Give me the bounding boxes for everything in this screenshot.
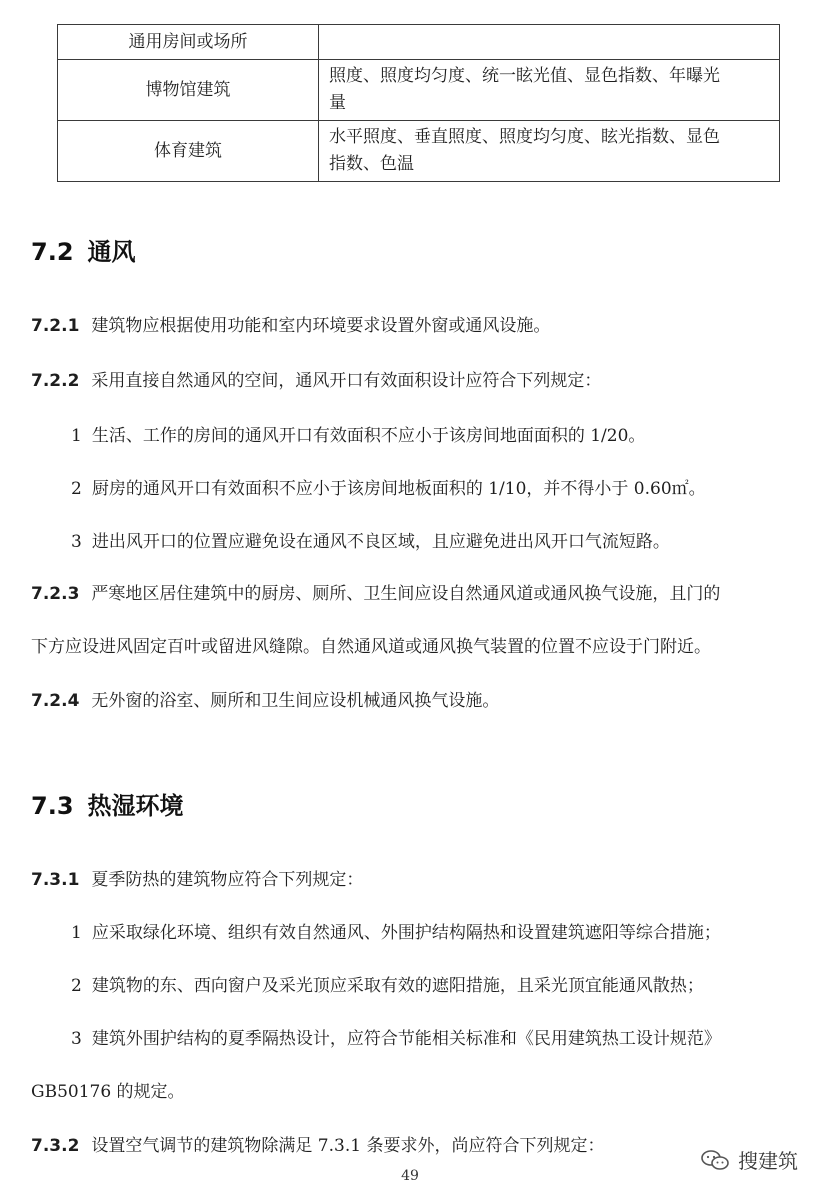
list-item — [71, 1027, 721, 1051]
item-number: 3 — [71, 532, 82, 552]
clause — [31, 1134, 604, 1158]
section-number: 7.2 — [31, 238, 74, 266]
section-number: 7.3 — [31, 792, 74, 820]
clause-text: 设置空气调节的建筑物除满足 7.3.1 条要求外，尚应符合下列规定： — [91, 1136, 605, 1156]
item-text: 应采取绿化环境、组织有效自然通风、外围护结构隔热和设置建筑遮阳等综合措施； — [91, 923, 721, 943]
table-cell-type: 通用房间或场所 — [58, 25, 319, 60]
clause-text: 严寒地区居住建筑中的厨房、厕所、卫生间应设自然通风道或通风换气设施，且门的 — [91, 584, 721, 604]
clause — [31, 582, 720, 606]
item-number: 2 — [71, 976, 82, 996]
item-number: 1 — [71, 426, 82, 446]
clause — [31, 369, 601, 393]
list-item — [71, 477, 706, 501]
cell-line: 照度、照度均匀度、统一眩光值、显色指数、年曝光 — [329, 66, 720, 86]
item-number: 2 — [71, 479, 82, 499]
watermark — [700, 1145, 798, 1174]
watermark-text: 搜建筑 — [738, 1149, 798, 1173]
cell-line: 量 — [329, 93, 346, 113]
item-text: 建筑物的东、西向窗户及采光顶应采取有效的遮阳措施，且采光顶宜能通风散热； — [91, 976, 704, 996]
clause — [31, 689, 499, 713]
cell-line: 水平照度、垂直照度、照度均匀度、眩光指数、显色 — [329, 127, 720, 147]
table-row — [58, 25, 780, 60]
list-item — [71, 974, 704, 998]
table-cell-params — [319, 25, 780, 60]
clause-number: 7.2.1 — [31, 316, 80, 336]
table-cell-params — [319, 60, 780, 121]
clause-text: 夏季防热的建筑物应符合下列规定： — [91, 870, 364, 890]
section-title: 通风 — [87, 238, 136, 266]
clause-number: 7.3.2 — [31, 1136, 80, 1156]
clause-text: 无外窗的浴室、厕所和卫生间应设机械通风换气设施。 — [91, 691, 500, 711]
list-item — [71, 424, 645, 448]
list-item — [71, 921, 721, 945]
clause-text: 建筑物应根据使用功能和室内环境要求设置外窗或通风设施。 — [91, 316, 551, 336]
list-item — [71, 530, 670, 554]
table-row — [58, 121, 780, 182]
lighting-parameters-table — [57, 24, 780, 182]
item-text: 建筑外围护结构的夏季隔热设计，应符合节能相关标准和《民用建筑热工设计规范》 — [91, 1029, 721, 1049]
clause — [31, 314, 550, 338]
table-cell-type: 体育建筑 — [58, 121, 319, 182]
section-heading — [31, 786, 184, 821]
item-text: 厨房的通风开口有效面积不应小于该房间地板面积的 1/10，并不得小于 0.60㎡。 — [91, 479, 706, 499]
table-row — [58, 60, 780, 121]
clause — [31, 868, 363, 892]
section-title: 热湿环境 — [87, 792, 184, 820]
clause-number: 7.3.1 — [31, 870, 80, 890]
item-number: 1 — [71, 923, 82, 943]
clause-text: 采用直接自然通风的空间，通风开口有效面积设计应符合下列规定： — [91, 371, 602, 391]
clause-number: 7.2.2 — [31, 371, 80, 391]
item-text: 进出风开口的位置应避免设在通风不良区域，且应避免进出风开口气流短路。 — [91, 532, 670, 552]
clause-continuation: 下方应设进风固定百叶或留进风缝隙。自然通风道或通风换气装置的位置不应设于门附近。 — [31, 637, 711, 657]
wechat-icon — [700, 1149, 730, 1171]
cell-line: 指数、色温 — [329, 154, 414, 174]
table-cell-params — [319, 121, 780, 182]
clause-number: 7.2.4 — [31, 691, 80, 711]
page-number: 49 — [401, 1168, 419, 1184]
section-heading — [31, 232, 136, 267]
item-text: 生活、工作的房间的通风开口有效面积不应小于该房间地面面积的 1/20。 — [91, 426, 646, 446]
item-continuation: GB50176 的规定。 — [31, 1082, 185, 1102]
item-number: 3 — [71, 1029, 82, 1049]
clause-number: 7.2.3 — [31, 584, 80, 604]
table-cell-type: 博物馆建筑 — [58, 60, 319, 121]
